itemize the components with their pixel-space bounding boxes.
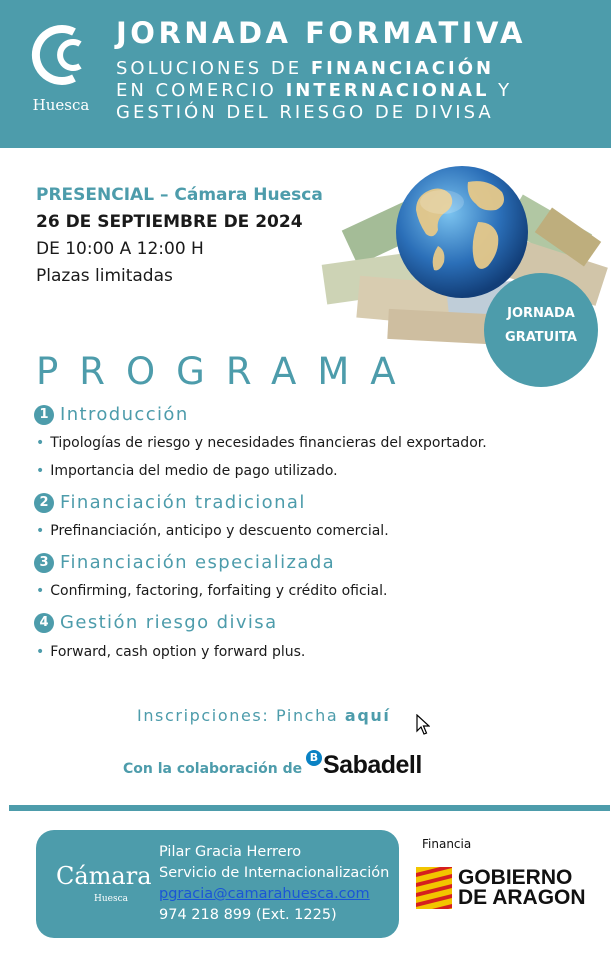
camara-logo-icon <box>30 18 90 92</box>
number-1-icon: 1 <box>34 405 54 425</box>
section-4-title: 4 Gestión riesgo divisa <box>34 612 278 633</box>
camara-card-logo: Cámara Huesca <box>56 862 152 904</box>
number-4-icon: 4 <box>34 613 54 633</box>
bullet-icon: • <box>36 644 45 660</box>
camara-huesca-logo <box>26 18 96 118</box>
contact-department: Servicio de Internacionalización <box>159 865 390 881</box>
contact-phone: 974 218 899 (Ext. 1225) <box>159 907 337 923</box>
list-item: • Forward, cash option y forward plus. <box>36 644 306 660</box>
contact-name: Pilar Gracia Herrero <box>159 844 302 860</box>
contact-email-link[interactable]: pgracia@camarahuesca.com <box>159 886 370 902</box>
bullet-icon: • <box>36 435 45 451</box>
section-2-title: 2 Financiación tradicional <box>34 492 306 513</box>
number-3-icon: 3 <box>34 553 54 573</box>
contact-details <box>159 842 389 926</box>
bullet-icon: • <box>36 463 45 479</box>
event-date: 26 DE SEPTIEMBRE DE 2024 <box>36 212 303 232</box>
sabadell-logo: B Sabadell <box>306 749 422 780</box>
free-event-badge: JORNADA GRATUITA <box>484 273 598 387</box>
list-item: • Confirming, factoring, forfaiting y crédito oficial. <box>36 583 388 599</box>
logo-text: Huesca <box>32 96 90 114</box>
subtitle-line-1: SOLUCIONES DE FINANCIACIÓN <box>116 58 495 79</box>
gobierno-aragon-logo: GOBIERNO DE ARAGON <box>416 867 586 909</box>
bullet-icon: • <box>36 583 45 599</box>
section-1-title: 1 Introducción <box>34 404 189 425</box>
financia-label: Financia <box>422 837 472 851</box>
list-item: • Importancia del medio de pago utilizado. <box>36 463 338 479</box>
contact-card <box>36 830 399 938</box>
event-seats: Plazas limitadas <box>36 266 173 286</box>
list-item: • Prefinanciación, anticipo y descuento comercial. <box>36 523 389 539</box>
subtitle-line-3: GESTIÓN DEL RIESGO DE DIVISA <box>116 102 494 123</box>
sabadell-b-icon: B <box>306 750 322 766</box>
header-banner <box>0 0 611 148</box>
number-2-icon: 2 <box>34 493 54 513</box>
event-mode: PRESENCIAL – Cámara Huesca <box>36 185 323 205</box>
aqui-link[interactable]: aquí <box>344 706 391 725</box>
footer-divider <box>9 805 610 811</box>
section-3-title: 3 Financiación especializada <box>34 552 335 573</box>
event-time: DE 10:00 A 12:00 H <box>36 239 204 259</box>
programa-heading: PROGRAMA <box>36 350 417 393</box>
event-title: JORNADA FORMATIVA <box>116 16 526 50</box>
subtitle-line-2: EN COMERCIO INTERNACIONAL Y <box>116 80 513 101</box>
bullet-icon: • <box>36 523 45 539</box>
aragon-flag-icon <box>416 867 452 909</box>
mouse-pointer-icon <box>416 714 430 736</box>
event-info <box>36 182 323 290</box>
registration-link[interactable]: Inscripciones: Pincha aquí <box>137 706 391 725</box>
collaboration-text: Con la colaboración de <box>123 761 303 777</box>
list-item: • Tipologías de riesgo y necesidades financieras del exportador. <box>36 435 487 451</box>
